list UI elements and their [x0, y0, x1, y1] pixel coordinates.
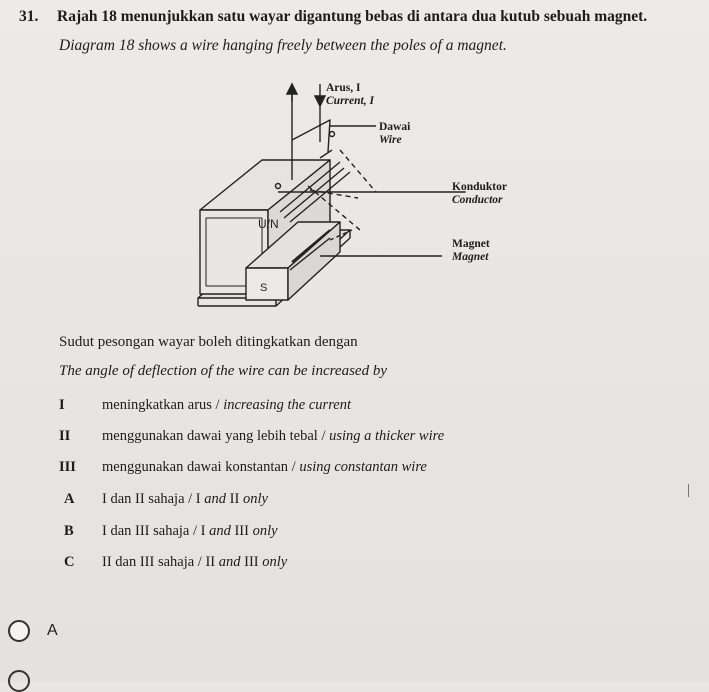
option-letter: C	[64, 554, 75, 570]
current-label	[326, 82, 374, 108]
statement-numeral: I	[59, 397, 65, 413]
current-down-arrow-icon	[315, 96, 325, 106]
option-letter: A	[64, 491, 75, 507]
statement-english: increasing the current	[223, 397, 352, 413]
question-text-english: Diagram 18 shows a wire hanging freely between the poles of a magnet.	[59, 37, 507, 54]
option-c	[64, 554, 287, 571]
statement-numeral: III	[59, 459, 76, 475]
option-a	[64, 491, 268, 508]
conductor-label	[452, 181, 507, 207]
question-header	[19, 8, 647, 26]
statement-english: using constantan wire	[299, 459, 427, 475]
statement-numeral: II	[59, 428, 71, 444]
pole-un-label: U/N	[258, 217, 279, 231]
pole-s-label: S	[260, 282, 268, 294]
conductor-label-english: Conductor	[452, 194, 503, 206]
statement-malay: meningkatkan arus /	[102, 397, 224, 413]
answer-radio-next[interactable]	[8, 670, 30, 692]
current-label-malay: Arus, I	[326, 82, 361, 94]
option-english-only: only	[262, 554, 288, 570]
statement-i	[59, 397, 351, 414]
option-b	[64, 523, 278, 540]
option-malay: I dan II sahaja / I	[102, 491, 205, 507]
wire-label	[379, 121, 410, 147]
option-english-only: only	[252, 523, 278, 539]
prompt-malay: Sudut pesongan wayar boleh ditingkatkan dengan	[59, 334, 358, 350]
option-english: and	[204, 491, 227, 507]
answer-radio[interactable]	[8, 620, 30, 642]
statement-malay: menggunakan dawai konstantan /	[102, 459, 300, 475]
current-up-arrow-icon	[287, 84, 297, 94]
statement-english: using a thicker wire	[329, 428, 445, 444]
option-malay: I dan III sahaja / I	[102, 523, 210, 539]
margin-mark	[688, 484, 689, 497]
conductor-label-malay: Konduktor	[452, 181, 507, 193]
option-rest: III	[240, 554, 263, 570]
statement-malay: menggunakan dawai yang lebih tebal /	[102, 428, 330, 444]
option-english-only: only	[242, 491, 268, 507]
answer-choice-a[interactable]	[8, 620, 58, 642]
prompt-english: The angle of deflection of the wire can be increased by	[59, 363, 387, 379]
option-english: and	[209, 523, 231, 539]
magnet-label-english: Magnet	[452, 251, 489, 263]
wire-label-english: Wire	[379, 134, 402, 146]
option-rest: II	[226, 491, 243, 507]
wire-label-malay: Dawai	[379, 121, 411, 133]
option-english: and	[218, 554, 241, 570]
answer-choice-label: A	[47, 622, 58, 639]
option-rest: III	[230, 523, 253, 539]
statement-iii	[59, 459, 427, 476]
magnet-label	[452, 238, 490, 264]
magnet-label-malay: Magnet	[452, 238, 490, 250]
current-label-english: Current, I	[326, 95, 374, 107]
option-letter: B	[64, 523, 74, 539]
question-text-malay: Rajah 18 menunjukkan satu wayar digantung bebas di antara dua kutub sebuah magnet.	[57, 8, 648, 25]
option-malay: II dan III sahaja / II	[102, 554, 219, 570]
statement-ii	[59, 428, 444, 445]
question-number: 31.	[19, 8, 39, 25]
